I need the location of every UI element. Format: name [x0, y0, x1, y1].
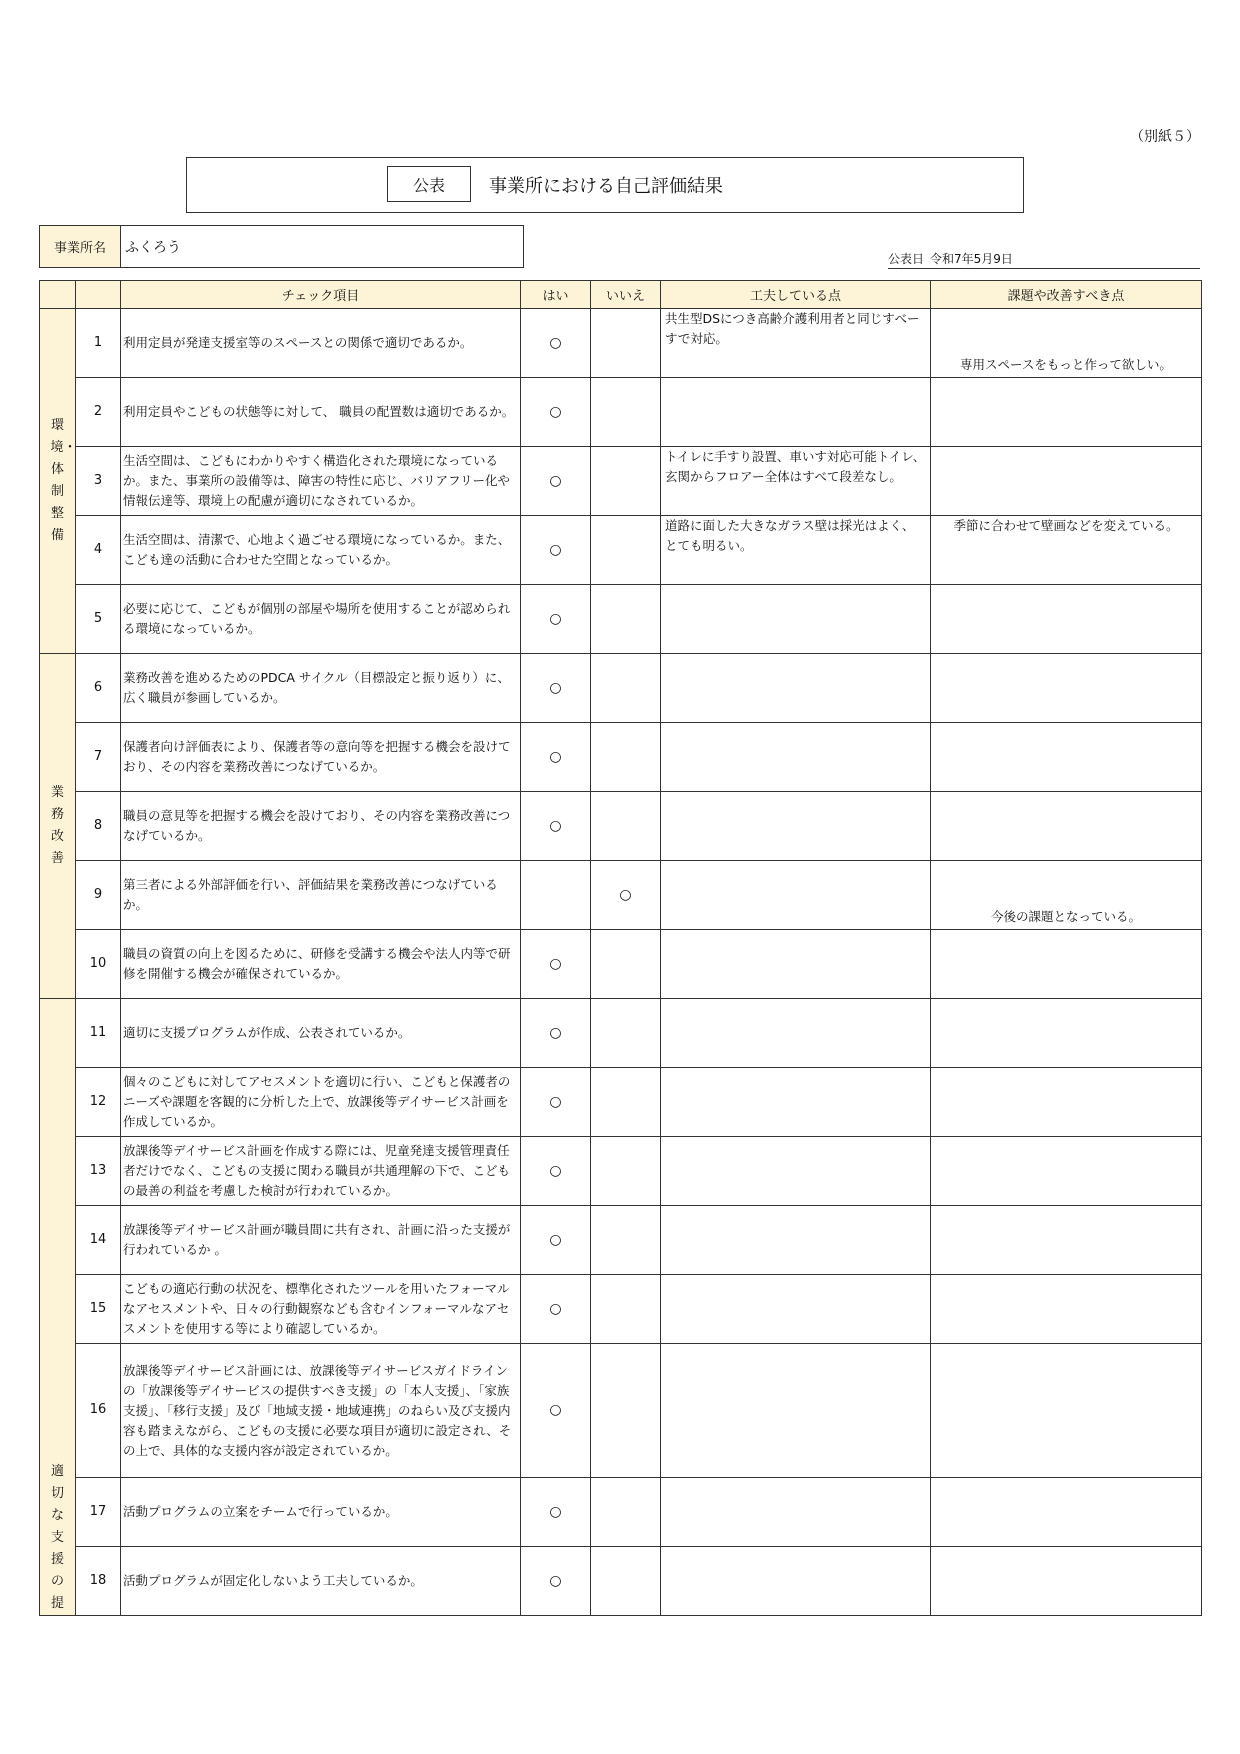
- no-mark: [591, 654, 661, 723]
- check-item-text: 職員の資質の向上を図るために、研修を受講する機会や法人内等で研修を開催する機会が確保されているか。: [121, 930, 521, 999]
- check-item-text: 業務改善を進めるためのPDCA サイクル（目標設定と振り返り）に、広く職員が参画しているか。: [121, 654, 521, 723]
- yes-mark: ○: [521, 516, 591, 585]
- table-row: [40, 585, 1202, 654]
- issue-text: [931, 1344, 1202, 1478]
- header-no: いいえ: [591, 281, 661, 309]
- row-number: 8: [76, 792, 121, 861]
- check-item-text: 利用定員やこどもの状態等に対して、 職員の配置数は適切であるか。: [121, 378, 521, 447]
- check-item-text: こどもの適応行動の状況を、標準化されたツールを用いたフォーマルなアセスメントや、日々の行動観察なども含むインフォーマルなアセスメントを使用する等により確認しているか。: [121, 1275, 521, 1344]
- row-number: 3: [76, 447, 121, 516]
- row-number: 7: [76, 723, 121, 792]
- issue-text: [931, 1547, 1202, 1616]
- issue-text: [931, 792, 1202, 861]
- row-number: 14: [76, 1206, 121, 1275]
- category-biz: 業務改善: [40, 654, 76, 999]
- check-item-text: 放課後等デイサービス計画には、放課後等デイサービスガイドラインの「放課後等デイサービスの提供すべき支援」の「本人支援」、「家族支援」、「移行支援」及び「地域支援・地域連携」のねらい及び支援内容も踏まえながら、こどもの支援に必要な項目が適切に設定され、その上で、具体的な支援内容が設定されているか。: [121, 1344, 521, 1478]
- issue-text: [931, 1478, 1202, 1547]
- row-number: 5: [76, 585, 121, 654]
- header-ideas: 工夫している点: [661, 281, 931, 309]
- no-mark: [591, 309, 661, 378]
- table-row: [40, 861, 1202, 930]
- no-mark: [591, 516, 661, 585]
- issue-text: [931, 999, 1202, 1068]
- attachment-label: （別紙５）: [1130, 129, 1200, 145]
- issue-text: [931, 585, 1202, 654]
- row-number: 1: [76, 309, 121, 378]
- yes-mark: [521, 861, 591, 930]
- check-item-text: 活動プログラムが固定化しないよう工夫しているか。: [121, 1547, 521, 1616]
- header-number: [76, 281, 121, 309]
- issue-text: [931, 930, 1202, 999]
- row-number: 9: [76, 861, 121, 930]
- office-name-value: ふくろう: [125, 239, 181, 256]
- idea-text: 道路に面した大きなガラス壁は採光はよく、とても明るい。: [661, 516, 931, 585]
- table-row: [40, 378, 1202, 447]
- no-mark: [591, 1137, 661, 1206]
- row-number: 11: [76, 999, 121, 1068]
- issue-text: [931, 378, 1202, 447]
- yes-mark: ○: [521, 1206, 591, 1275]
- header-yes: はい: [521, 281, 591, 309]
- no-mark: [591, 585, 661, 654]
- header-check-item: チェック項目: [121, 281, 521, 309]
- issue-text: 季節に合わせて壁画などを変えている。: [931, 516, 1202, 585]
- issue-text: [931, 1137, 1202, 1206]
- category-env: 環境・体制整備: [40, 309, 76, 654]
- yes-mark: ○: [521, 792, 591, 861]
- no-mark: [591, 1206, 661, 1275]
- publication-date-value: 令和7年5月9日: [930, 251, 1013, 266]
- row-number: 6: [76, 654, 121, 723]
- table-row: [40, 1275, 1202, 1344]
- no-mark: [591, 1478, 661, 1547]
- no-mark: [591, 447, 661, 516]
- issue-text: [931, 654, 1202, 723]
- table-row: [40, 654, 1202, 723]
- idea-text: [661, 1206, 931, 1275]
- no-mark: [591, 792, 661, 861]
- publication-date-label: 公表日: [888, 251, 925, 266]
- yes-mark: ○: [521, 1478, 591, 1547]
- idea-text: [661, 654, 931, 723]
- table-header-row: [40, 281, 1202, 309]
- table-row: [40, 999, 1202, 1068]
- row-number: 2: [76, 378, 121, 447]
- no-mark: [591, 1344, 661, 1478]
- no-mark: [591, 930, 661, 999]
- issue-text: 専用スペースをもっと作って欲しい。: [931, 309, 1202, 378]
- table-row: [40, 723, 1202, 792]
- row-number: 12: [76, 1068, 121, 1137]
- yes-mark: ○: [521, 930, 591, 999]
- yes-mark: ○: [521, 654, 591, 723]
- issue-text: [931, 1068, 1202, 1137]
- idea-text: [661, 585, 931, 654]
- page-title: 事業所における自己評価結果: [489, 176, 723, 197]
- issue-text: [931, 447, 1202, 516]
- check-item-text: 生活空間は、こどもにわかりやすく構造化された環境になっているか。また、事業所の設備等は、障害の特性に応じ、バリアフリー化や情報伝達等、環境上の配慮が適切になされているか。: [121, 447, 521, 516]
- table-row: [40, 516, 1202, 585]
- no-mark: [591, 1547, 661, 1616]
- office-name-label: 事業所名: [40, 226, 121, 267]
- no-mark: [591, 723, 661, 792]
- idea-text: [661, 861, 931, 930]
- check-item-text: 活動プログラムの立案をチームで行っているか。: [121, 1478, 521, 1547]
- office-name-box: [39, 225, 524, 268]
- yes-mark: ○: [521, 1344, 591, 1478]
- check-item-text: 個々のこどもに対してアセスメントを適切に行い、こどもと保護者のニーズや課題を客観的に分析した上で、放課後等デイサービス計画を作成しているか。: [121, 1068, 521, 1137]
- yes-mark: ○: [521, 723, 591, 792]
- check-item-text: 第三者による外部評価を行い、評価結果を業務改善につなげているか。: [121, 861, 521, 930]
- evaluation-table: [39, 280, 1202, 1616]
- no-mark: [591, 1275, 661, 1344]
- check-item-text: 適切に支援プログラムが作成、公表されているか。: [121, 999, 521, 1068]
- table-row: [40, 792, 1202, 861]
- table-row: [40, 1068, 1202, 1137]
- issue-text: [931, 1206, 1202, 1275]
- row-number: 4: [76, 516, 121, 585]
- idea-text: [661, 723, 931, 792]
- yes-mark: ○: [521, 447, 591, 516]
- yes-mark: ○: [521, 1137, 591, 1206]
- title-box: [186, 157, 1024, 213]
- table-row: [40, 309, 1202, 378]
- header-issues: 課題や改善すべき点: [931, 281, 1202, 309]
- issue-text: 今後の課題となっている。: [931, 861, 1202, 930]
- yes-mark: ○: [521, 309, 591, 378]
- yes-mark: ○: [521, 999, 591, 1068]
- row-number: 10: [76, 930, 121, 999]
- category-support: 適切な支援の提: [40, 999, 76, 1616]
- row-number: 17: [76, 1478, 121, 1547]
- idea-text: [661, 1344, 931, 1478]
- table-row: [40, 1206, 1202, 1275]
- idea-text: [661, 1547, 931, 1616]
- idea-text: 共生型DSにつき高齢介護利用者と同じすべーすで対応。: [661, 309, 931, 378]
- yes-mark: ○: [521, 585, 591, 654]
- idea-text: [661, 999, 931, 1068]
- table-row: [40, 447, 1202, 516]
- yes-mark: ○: [521, 1068, 591, 1137]
- header-category: [40, 281, 76, 309]
- idea-text: [661, 1137, 931, 1206]
- check-item-text: 保護者向け評価表により、保護者等の意向等を把握する機会を設けており、その内容を業務改善につなげているか。: [121, 723, 521, 792]
- check-item-text: 必要に応じて、こどもが個別の部屋や場所を使用することが認められる環境になっているか。: [121, 585, 521, 654]
- kohyo-badge: 公表: [387, 166, 471, 202]
- table-row: [40, 930, 1202, 999]
- idea-text: [661, 1068, 931, 1137]
- idea-text: [661, 1478, 931, 1547]
- yes-mark: ○: [521, 378, 591, 447]
- row-number: 15: [76, 1275, 121, 1344]
- row-number: 18: [76, 1547, 121, 1616]
- idea-text: [661, 378, 931, 447]
- yes-mark: ○: [521, 1547, 591, 1616]
- publication-date: [888, 248, 1200, 269]
- idea-text: [661, 930, 931, 999]
- idea-text: トイレに手すり設置、車いす対応可能トイレ、玄関からフロアー全体はすべて段差なし。: [661, 447, 931, 516]
- idea-text: [661, 1275, 931, 1344]
- table-row: [40, 1478, 1202, 1547]
- row-number: 16: [76, 1344, 121, 1478]
- no-mark: [591, 378, 661, 447]
- check-item-text: 利用定員が発達支援室等のスペースとの関係で適切であるか。: [121, 309, 521, 378]
- check-item-text: 放課後等デイサービス計画が職員間に共有され、計画に沿った支援が行われているか 。: [121, 1206, 521, 1275]
- table-row: [40, 1344, 1202, 1478]
- check-item-text: 放課後等デイサービス計画を作成する際には、児童発達支援管理責任者だけでなく、こどもの支援に関わる職員が共通理解の下で、こどもの最善の利益を考慮した検討が行われているか。: [121, 1137, 521, 1206]
- check-item-text: 職員の意見等を把握する機会を設けており、その内容を業務改善につなげているか。: [121, 792, 521, 861]
- idea-text: [661, 792, 931, 861]
- table-row: [40, 1137, 1202, 1206]
- issue-text: [931, 1275, 1202, 1344]
- no-mark: ○: [591, 861, 661, 930]
- row-number: 13: [76, 1137, 121, 1206]
- yes-mark: ○: [521, 1275, 591, 1344]
- check-item-text: 生活空間は、清潔で、心地よく過ごせる環境になっているか。また、こども達の活動に合わせた空間となっているか。: [121, 516, 521, 585]
- issue-text: [931, 723, 1202, 792]
- no-mark: [591, 999, 661, 1068]
- no-mark: [591, 1068, 661, 1137]
- table-row: [40, 1547, 1202, 1616]
